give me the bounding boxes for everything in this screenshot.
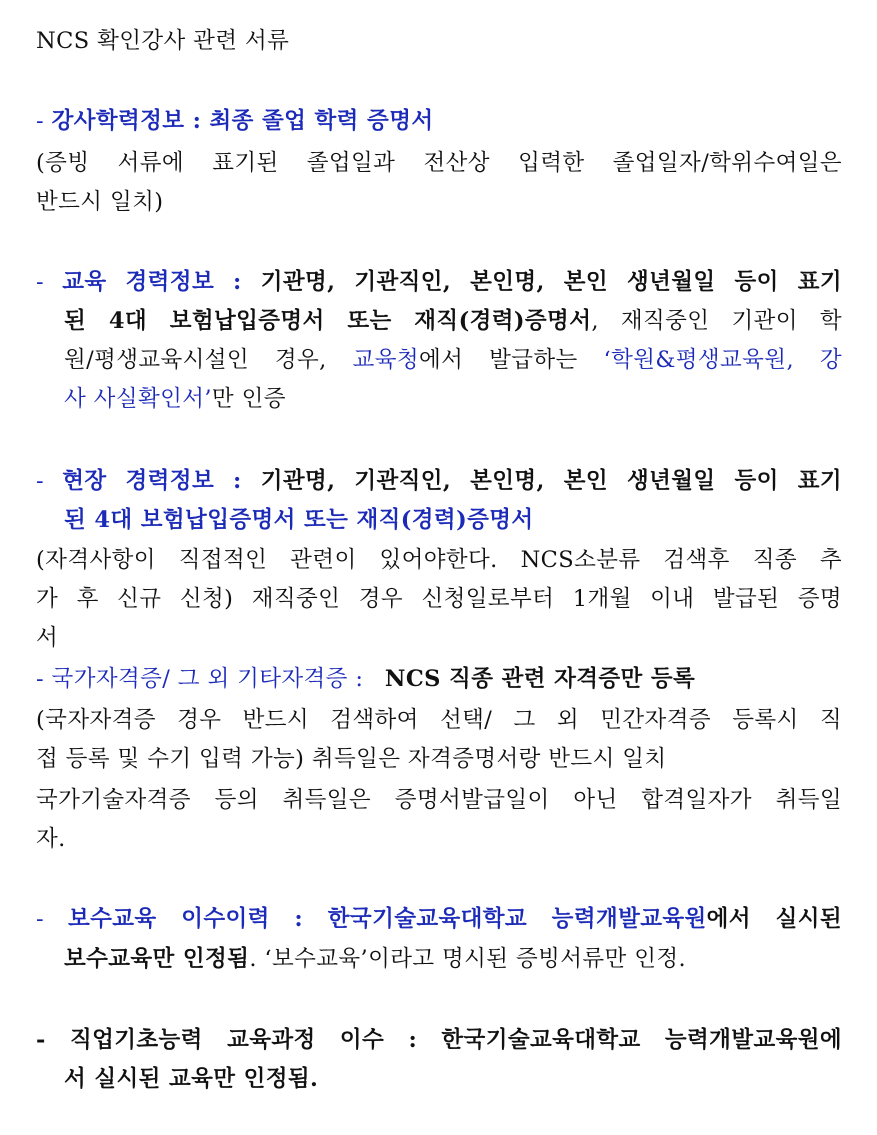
field-career-note-line-1: (자격사항이 직접적인 관련이 있어야한다. NCS소분류 검색후 직종 추 [36, 547, 842, 573]
education-note-line-1: (증빙 서류에 표기된 졸업일과 전산상 입력한 졸업일자/학위수여일은 [36, 150, 842, 176]
section-education-heading [36, 106, 433, 136]
teaching-career-line-3 [64, 345, 842, 375]
field-career-note-line-3: 서 [36, 625, 59, 651]
certificate-note-line-4: 자. [36, 826, 66, 852]
teaching-career-line-1: 기관명, 기관직인, 본인명, 본인 생년월일 등이 표기 [260, 269, 842, 295]
field-career-line-2 [64, 505, 534, 535]
teaching-career-text-b: 에서 발급하는 [419, 347, 604, 373]
bullet-dash: - [36, 108, 52, 134]
teaching-career-docs: 된 4대 보험납입증명서 또는 재직(경력)증명서 [64, 308, 592, 334]
refresher-line-1: 에서 실시된 [706, 906, 842, 932]
teaching-career-text-a: 원/평생교육시설인 경우, [64, 347, 353, 373]
certificate-value: NCS 직종 관련 자격증만 등록 [384, 666, 696, 692]
refresher-line-2 [64, 944, 686, 974]
field-career-note-line-2: 가 후 신규 신청) 재직중인 경우 신청일로부터 1개월 이내 발급된 증명 [36, 586, 842, 612]
section-field-career-heading [36, 466, 842, 496]
teaching-career-line-2 [64, 306, 842, 336]
teaching-career-label: 교육 경력정보 : [62, 269, 261, 295]
bullet-dash: - [36, 269, 63, 295]
certificate-label: - 국가자격증/ 그 외 기타자격증 : [36, 666, 371, 692]
section-teaching-career-heading [36, 267, 842, 297]
field-career-docs-a: 된 4대 보험납입증명서 또는 [64, 507, 357, 533]
refresher-accepted: 보수교육만 인정됨 [64, 946, 250, 972]
education-office: 교육청 [352, 347, 419, 373]
refresher-label: 보수교육 이수이력 : 한국기술교육대학교 능력개발교육원 [68, 906, 707, 932]
bullet-dash: - [36, 906, 68, 932]
field-career-label: 현장 경력정보 : [62, 468, 261, 494]
academy-confirmation-a: ‘학원&평생교육원, 강 [603, 347, 842, 373]
teaching-career-line-4 [64, 384, 286, 414]
certificate-note-line-3: 국가기술자격증 등의 취득일은 증명서발급일이 아닌 합격일자가 취득일 [36, 787, 842, 813]
education-note-line-2: 반드시 일치) [36, 189, 164, 215]
section-certificate-heading [36, 664, 695, 694]
bullet-dash: - [36, 468, 63, 494]
section-basic-competency-line-1: - 직업기초능력 교육과정 이수 : 한국기술교육대학교 능력개발교육원에 [36, 1027, 842, 1053]
teaching-career-text-c: 만 인증 [211, 386, 286, 412]
certificate-note-line-1: (국자자격증 경우 반드시 검색하여 선택/ 그 외 민간자격증 등록시 직 [36, 707, 842, 733]
field-career-docs-b: 재직(경력)증명서 [356, 507, 534, 533]
academy-confirmation-b: 사 사실확인서’ [64, 386, 212, 412]
section-refresher-heading [36, 904, 842, 934]
section-basic-competency-line-2: 서 실시된 교육만 인정됨. [64, 1066, 319, 1092]
certificate-note-line-2: 접 등록 및 수기 입력 가능) 취득일은 자격증명서랑 반드시 일치 [36, 746, 667, 772]
field-career-line-1: 기관명, 기관직인, 본인명, 본인 생년월일 등이 표기 [260, 468, 842, 494]
document-title: NCS 확인강사 관련 서류 [36, 28, 290, 54]
teaching-career-cond: , 재직중인 기관이 학 [591, 308, 842, 334]
education-label: 강사학력정보 : 최종 졸업 학력 증명서 [51, 108, 434, 134]
refresher-note: . ‘보수교육’이라고 명시된 증빙서류만 인정. [249, 946, 687, 972]
